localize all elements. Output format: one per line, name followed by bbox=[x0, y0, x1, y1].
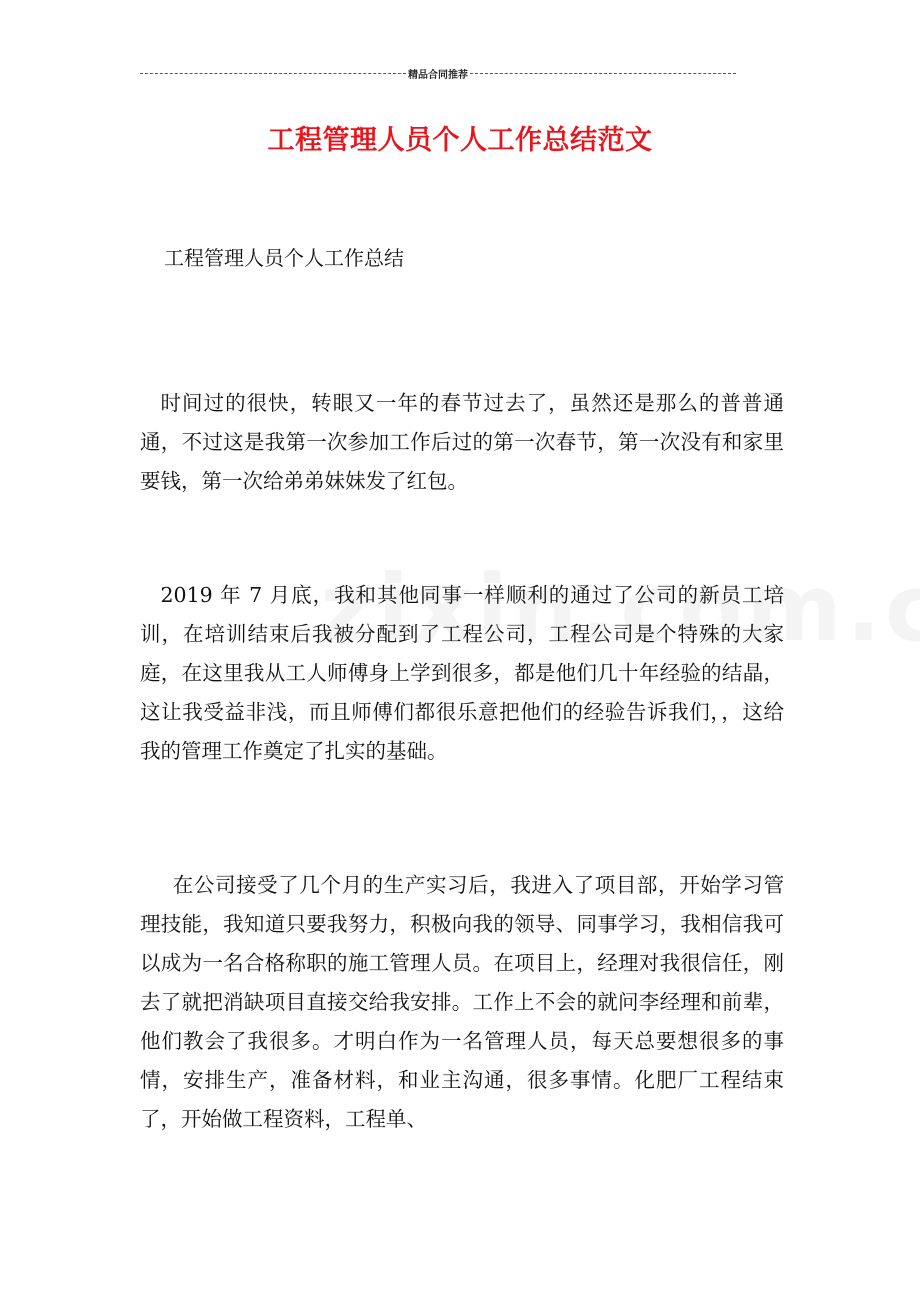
header-dash-left bbox=[140, 73, 406, 74]
header-dash-right bbox=[470, 73, 736, 74]
paragraph-1: 时间过的很快，转眼又一年的春节过去了，虽然还是那么的普普通通，不过这是我第一次参加工作后过的第一次春节，第一次没有和家里要钱，第一次给弟弟妹妹发了红包。 bbox=[140, 391, 784, 493]
document-subtitle: 工程管理人员个人工作总结 bbox=[164, 246, 404, 270]
paragraph-2: 2019 年 7 月底，我和其他同事一样顺利的通过了公司的新员工培训，在培训结束后我被分配到了工程公司，工程公司是个特殊的大家庭，在这里我从工人师傅身上学到很多，都是他们几十年经验的结晶，这让我受益非浅，而且师傅们都很乐意把他们的经验告诉我们，，这给我的管理工作奠定了扎实的基础。 bbox=[140, 583, 784, 763]
document-title: 工程管理人员个人工作总结范文 bbox=[267, 125, 653, 156]
page-header bbox=[140, 66, 736, 81]
header-label: 精品合同推荐 bbox=[408, 70, 468, 81]
paragraph-3: 在公司接受了几个月的生产实习后，我进入了项目部，开始学习管理技能，我知道只要我努力，积极向我的领导、同事学习，我相信我可以成为一名合格称职的施工管理人员。在项目上，经理对我很信任，刚去了就把消缺项目直接交给我安排。工作上不会的就问李经理和前辈，他们教会了我很多。才明白作为一名管理人员，每天总要想很多的事情，安排生产，准备材料，和业主沟通，很多事情。化肥厂工程结束了，开始做工程资料，工程单、 bbox=[140, 873, 784, 1131]
